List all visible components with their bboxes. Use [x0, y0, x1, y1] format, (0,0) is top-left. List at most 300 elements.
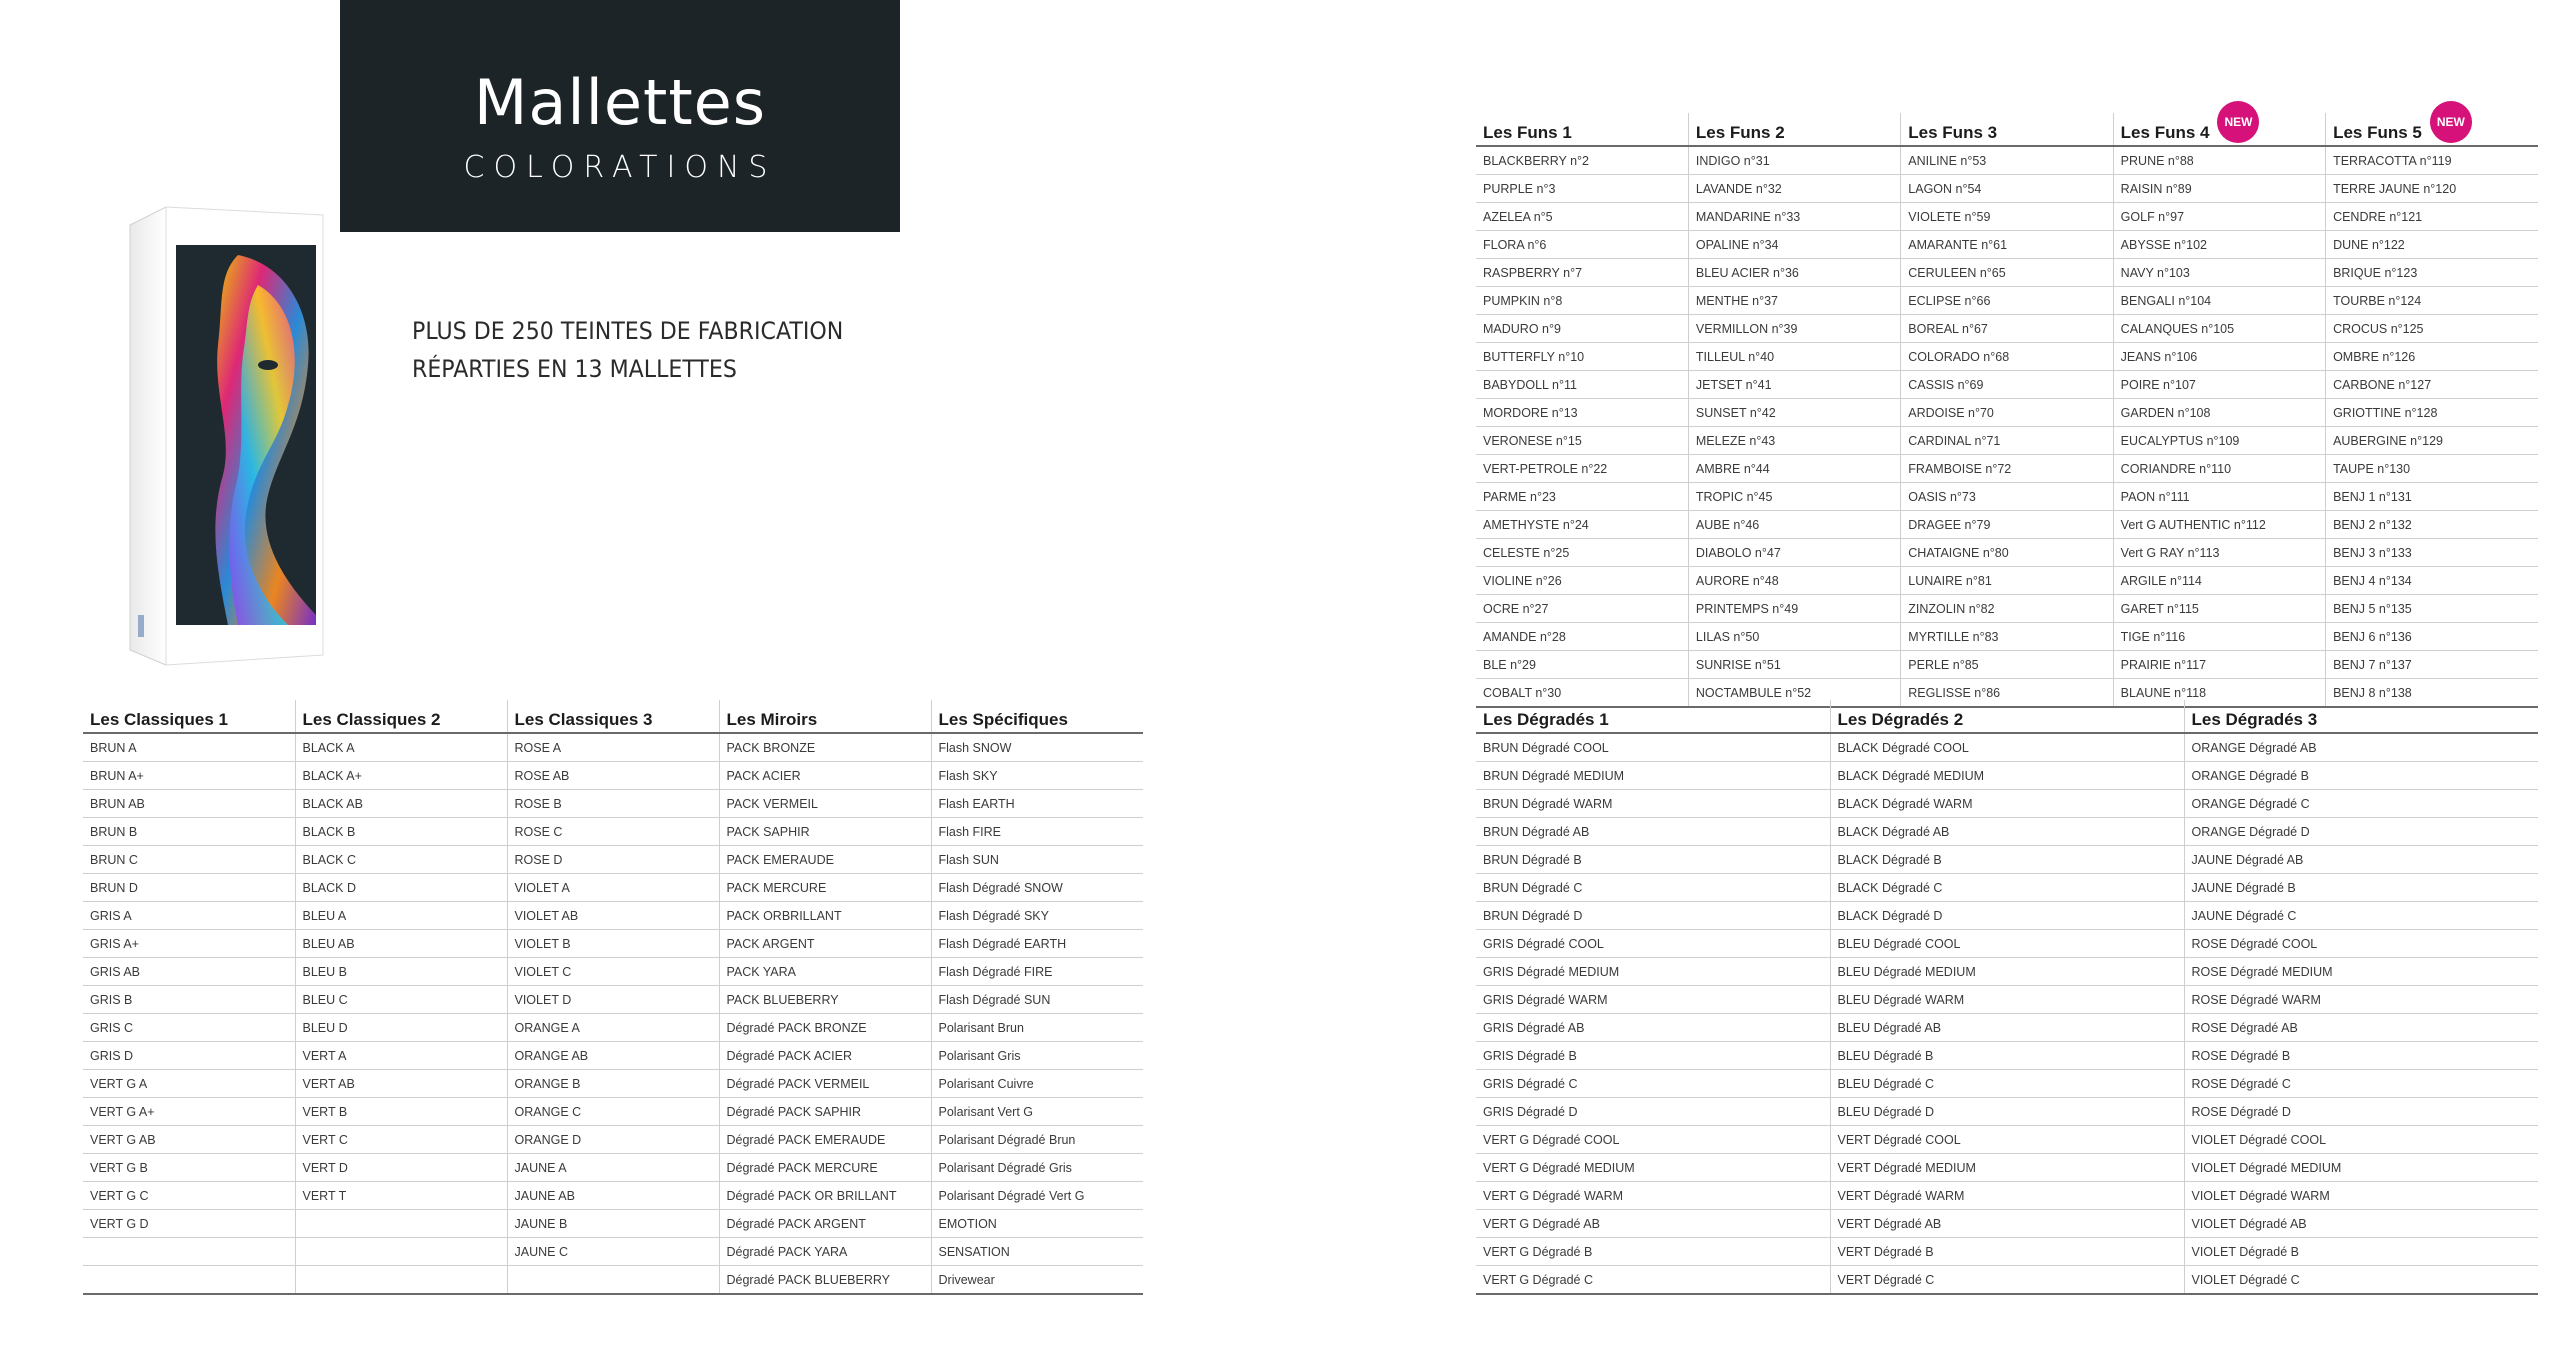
table-cell: DUNE n°122	[2326, 231, 2538, 259]
table-cell: Dégradé PACK YARA	[719, 1238, 931, 1266]
table-row	[1476, 1238, 2538, 1266]
table-cell: BLEU A	[295, 902, 507, 930]
table-cell: PUMPKIN n°8	[1476, 287, 1688, 315]
table-cell: Polarisant Dégradé Gris	[931, 1154, 1143, 1182]
table-cell: DRAGEE n°79	[1901, 511, 2113, 539]
table-cell: VIOLET B	[507, 930, 719, 958]
table-cell: ORANGE A	[507, 1014, 719, 1042]
table-cell: EUCALYPTUS n°109	[2113, 427, 2325, 455]
table-row	[1476, 203, 2538, 231]
table-cell: ROSE Dégradé WARM	[2184, 986, 2538, 1014]
table-cell: ROSE Dégradé AB	[2184, 1014, 2538, 1042]
table-cell: VERT Dégradé C	[1830, 1266, 2184, 1295]
table-cell: ROSE B	[507, 790, 719, 818]
table-row	[1476, 567, 2538, 595]
table-cell	[295, 1266, 507, 1295]
table-cell: BENJ 4 n°134	[2326, 567, 2538, 595]
header-banner	[340, 0, 900, 232]
table-cell: VERT D	[295, 1154, 507, 1182]
table-cell: VERT G A+	[83, 1098, 295, 1126]
table-cell: Dégradé PACK EMERAUDE	[719, 1126, 931, 1154]
table-row	[1476, 762, 2538, 790]
table-row	[1476, 511, 2538, 539]
table-cell: LILAS n°50	[1688, 623, 1900, 651]
table-row	[1476, 790, 2538, 818]
funs-column-header	[1901, 113, 2113, 146]
table-row	[1476, 1266, 2538, 1295]
table-cell: BLACK B	[295, 818, 507, 846]
table-cell: MADURO n°9	[1476, 315, 1688, 343]
table-cell: INDIGO n°31	[1688, 146, 1900, 175]
funs-table-panel	[1476, 113, 2538, 708]
classiques-column-header-label: Les Spécifiques	[938, 710, 1068, 729]
table-cell: PRAIRIE n°117	[2113, 651, 2325, 679]
table-cell: AMETHYSTE n°24	[1476, 511, 1688, 539]
table-cell: VERT G Dégradé MEDIUM	[1476, 1154, 1830, 1182]
table-cell: ARGILE n°114	[2113, 567, 2325, 595]
table-row	[1476, 455, 2538, 483]
table-cell: BLEU Dégradé COOL	[1830, 930, 2184, 958]
table-row	[1476, 1014, 2538, 1042]
table-cell: BRUN Dégradé AB	[1476, 818, 1830, 846]
table-cell: BLACK AB	[295, 790, 507, 818]
table-cell: BLEU Dégradé B	[1830, 1042, 2184, 1070]
table-cell: BLEU D	[295, 1014, 507, 1042]
page-title: Mallettes	[473, 66, 767, 139]
degrades-table	[1476, 700, 2538, 1295]
table-cell: PACK EMERAUDE	[719, 846, 931, 874]
table-cell: VERT B	[295, 1098, 507, 1126]
table-cell: AMBRE n°44	[1688, 455, 1900, 483]
table-cell: ORANGE Dégradé C	[2184, 790, 2538, 818]
table-cell: OCRE n°27	[1476, 595, 1688, 623]
table-cell: PACK VERMEIL	[719, 790, 931, 818]
table-cell: OASIS n°73	[1901, 483, 2113, 511]
table-cell: VERT G A	[83, 1070, 295, 1098]
table-cell: Polarisant Dégradé Brun	[931, 1126, 1143, 1154]
table-cell: CHATAIGNE n°80	[1901, 539, 2113, 567]
table-row	[1476, 539, 2538, 567]
table-cell: ORANGE Dégradé D	[2184, 818, 2538, 846]
table-row	[1476, 1182, 2538, 1210]
table-cell: BLEU Dégradé AB	[1830, 1014, 2184, 1042]
table-cell: BRIQUE n°123	[2326, 259, 2538, 287]
table-cell: EMOTION	[931, 1210, 1143, 1238]
table-cell: TIGE n°116	[2113, 623, 2325, 651]
table-row	[1476, 399, 2538, 427]
table-cell: BLEU AB	[295, 930, 507, 958]
table-cell: ROSE Dégradé MEDIUM	[2184, 958, 2538, 986]
table-cell: BENGALI n°104	[2113, 287, 2325, 315]
table-cell: BLACKBERRY n°2	[1476, 146, 1688, 175]
table-cell: ROSE Dégradé B	[2184, 1042, 2538, 1070]
table-cell: SENSATION	[931, 1238, 1143, 1266]
table-cell: ORANGE D	[507, 1126, 719, 1154]
table-row	[83, 1182, 1143, 1210]
table-cell: ORANGE Dégradé B	[2184, 762, 2538, 790]
table-cell: VERMILLON n°39	[1688, 315, 1900, 343]
table-cell: VIOLET AB	[507, 902, 719, 930]
table-row	[83, 930, 1143, 958]
classiques-column-header	[719, 700, 931, 733]
table-row	[1476, 733, 2538, 762]
table-cell: PAON n°111	[2113, 483, 2325, 511]
table-cell: BENJ 1 n°131	[2326, 483, 2538, 511]
table-cell: Polarisant Gris	[931, 1042, 1143, 1070]
table-cell: Drivewear	[931, 1266, 1143, 1295]
table-cell: BRUN A	[83, 733, 295, 762]
table-cell: ROSE Dégradé COOL	[2184, 930, 2538, 958]
table-cell: Flash SKY	[931, 762, 1143, 790]
table-cell: BLACK D	[295, 874, 507, 902]
table-cell: Flash Dégradé SUN	[931, 986, 1143, 1014]
table-cell: VERT AB	[295, 1070, 507, 1098]
table-row	[83, 1266, 1143, 1295]
table-cell: ROSE AB	[507, 762, 719, 790]
table-row	[1476, 874, 2538, 902]
table-cell: SUNSET n°42	[1688, 399, 1900, 427]
degrades-table-panel	[1476, 700, 2538, 1295]
table-cell: LUNAIRE n°81	[1901, 567, 2113, 595]
table-cell: JAUNE Dégradé AB	[2184, 846, 2538, 874]
page-subtitle: COLORATIONS	[463, 150, 777, 185]
table-row	[83, 958, 1143, 986]
table-row	[83, 818, 1143, 846]
table-cell: VIOLINE n°26	[1476, 567, 1688, 595]
table-cell: AMARANTE n°61	[1901, 231, 2113, 259]
table-cell: BRUN C	[83, 846, 295, 874]
table-cell: BRUN AB	[83, 790, 295, 818]
table-cell: PURPLE n°3	[1476, 175, 1688, 203]
table-cell: AURORE n°48	[1688, 567, 1900, 595]
table-cell: BENJ 6 n°136	[2326, 623, 2538, 651]
table-row	[83, 1210, 1143, 1238]
table-cell: ORANGE B	[507, 1070, 719, 1098]
table-cell: CASSIS n°69	[1901, 371, 2113, 399]
table-cell: GRIS Dégradé B	[1476, 1042, 1830, 1070]
table-cell: GRIS AB	[83, 958, 295, 986]
table-cell: RASPBERRY n°7	[1476, 259, 1688, 287]
table-cell: Vert G RAY n°113	[2113, 539, 2325, 567]
table-row	[83, 1014, 1143, 1042]
table-cell: VERONESE n°15	[1476, 427, 1688, 455]
table-row	[1476, 175, 2538, 203]
tagline	[412, 312, 964, 388]
table-cell: Flash Dégradé SKY	[931, 902, 1143, 930]
table-cell: BLEU B	[295, 958, 507, 986]
classiques-column-header	[931, 700, 1143, 733]
table-row	[1476, 371, 2538, 399]
table-cell: BLACK Dégradé D	[1830, 902, 2184, 930]
table-cell: PACK ARGENT	[719, 930, 931, 958]
table-cell: CELESTE n°25	[1476, 539, 1688, 567]
table-cell: BLACK Dégradé B	[1830, 846, 2184, 874]
table-cell: VERT T	[295, 1182, 507, 1210]
degrades-column-header-label: Les Dégradés 1	[1483, 710, 1609, 729]
table-cell: Flash EARTH	[931, 790, 1143, 818]
table-cell: BLE n°29	[1476, 651, 1688, 679]
degrades-column-header	[1830, 700, 2184, 733]
table-cell: ROSE D	[507, 846, 719, 874]
table-cell: Dégradé PACK SAPHIR	[719, 1098, 931, 1126]
table-cell: VIOLETE n°59	[1901, 203, 2113, 231]
table-cell: REGLISSE n°86	[1901, 679, 2113, 708]
table-cell: BLACK Dégradé C	[1830, 874, 2184, 902]
table-cell: NAVY n°103	[2113, 259, 2325, 287]
table-cell: ORANGE AB	[507, 1042, 719, 1070]
table-cell: BLEU C	[295, 986, 507, 1014]
table-cell: ROSE C	[507, 818, 719, 846]
table-cell: PACK ACIER	[719, 762, 931, 790]
table-cell: VERT G D	[83, 1210, 295, 1238]
table-cell: BLACK Dégradé AB	[1830, 818, 2184, 846]
table-row	[83, 790, 1143, 818]
funs-column-header-label: Les Funs 3	[1908, 123, 1998, 142]
table-row	[83, 1098, 1143, 1126]
table-cell: JAUNE Dégradé C	[2184, 902, 2538, 930]
table-cell: GRIOTTINE n°128	[2326, 399, 2538, 427]
table-cell: VERT Dégradé WARM	[1830, 1182, 2184, 1210]
funs-column-header-label: Les Funs 4	[2120, 123, 2210, 142]
table-row	[1476, 315, 2538, 343]
table-cell: BENJ 7 n°137	[2326, 651, 2538, 679]
table-row	[83, 986, 1143, 1014]
table-cell: COBALT n°30	[1476, 679, 1688, 708]
table-cell: RAISIN n°89	[2113, 175, 2325, 203]
table-row	[83, 902, 1143, 930]
table-cell: VIOLET A	[507, 874, 719, 902]
table-cell: VERT G Dégradé COOL	[1476, 1126, 1830, 1154]
table-cell: VIOLET Dégradé C	[2184, 1266, 2538, 1295]
table-cell: DIABOLO n°47	[1688, 539, 1900, 567]
table-cell: ROSE Dégradé C	[2184, 1070, 2538, 1098]
table-row	[1476, 930, 2538, 958]
table-cell: BLACK Dégradé MEDIUM	[1830, 762, 2184, 790]
table-cell: VIOLET Dégradé COOL	[2184, 1126, 2538, 1154]
table-cell: BRUN Dégradé COOL	[1476, 733, 1830, 762]
table-cell: GOLF n°97	[2113, 203, 2325, 231]
table-cell: FLORA n°6	[1476, 231, 1688, 259]
table-cell: BLACK A	[295, 733, 507, 762]
table-cell: Flash Dégradé EARTH	[931, 930, 1143, 958]
table-row	[83, 1042, 1143, 1070]
table-cell: PACK SAPHIR	[719, 818, 931, 846]
table-cell: VIOLET C	[507, 958, 719, 986]
table-cell: VERT G Dégradé WARM	[1476, 1182, 1830, 1210]
table-cell: Polarisant Brun	[931, 1014, 1143, 1042]
table-cell: JAUNE Dégradé B	[2184, 874, 2538, 902]
table-row	[1476, 595, 2538, 623]
table-cell: COLORADO n°68	[1901, 343, 2113, 371]
table-cell: VERT C	[295, 1126, 507, 1154]
table-cell: Dégradé PACK VERMEIL	[719, 1070, 931, 1098]
table-cell: Dégradé PACK OR BRILLANT	[719, 1182, 931, 1210]
table-cell: PRINTEMPS n°49	[1688, 595, 1900, 623]
table-row	[83, 733, 1143, 762]
table-row	[83, 1154, 1143, 1182]
table-row	[1476, 623, 2538, 651]
table-cell: BLEU Dégradé C	[1830, 1070, 2184, 1098]
table-cell: GRIS Dégradé C	[1476, 1070, 1830, 1098]
table-cell: GRIS D	[83, 1042, 295, 1070]
table-cell: GRIS A+	[83, 930, 295, 958]
classiques-table-panel	[83, 700, 1143, 1295]
table-cell: ZINZOLIN n°82	[1901, 595, 2113, 623]
table-cell: VERT A	[295, 1042, 507, 1070]
table-row	[1476, 986, 2538, 1014]
table-cell: VERT Dégradé AB	[1830, 1210, 2184, 1238]
table-cell: ECLIPSE n°66	[1901, 287, 2113, 315]
table-row	[83, 1126, 1143, 1154]
table-cell: BRUN Dégradé D	[1476, 902, 1830, 930]
table-cell: VIOLET Dégradé AB	[2184, 1210, 2538, 1238]
table-cell: MANDARINE n°33	[1688, 203, 1900, 231]
table-cell: PACK BLUEBERRY	[719, 986, 931, 1014]
new-badge: NEW	[2217, 101, 2259, 143]
table-cell: Dégradé PACK ARGENT	[719, 1210, 931, 1238]
classiques-column-header	[295, 700, 507, 733]
table-cell: MELEZE n°43	[1688, 427, 1900, 455]
table-cell: TAUPE n°130	[2326, 455, 2538, 483]
table-cell: GARET n°115	[2113, 595, 2325, 623]
table-cell: GRIS Dégradé D	[1476, 1098, 1830, 1126]
table-cell: BRUN A+	[83, 762, 295, 790]
table-cell: ANILINE n°53	[1901, 146, 2113, 175]
table-cell: ORANGE C	[507, 1098, 719, 1126]
table-row	[83, 846, 1143, 874]
table-cell: AZELEA n°5	[1476, 203, 1688, 231]
table-cell: BENJ 2 n°132	[2326, 511, 2538, 539]
table-cell: BLAUNE n°118	[2113, 679, 2325, 708]
table-cell: PRUNE n°88	[2113, 146, 2325, 175]
table-cell: CERULEEN n°65	[1901, 259, 2113, 287]
table-cell: VERT G Dégradé AB	[1476, 1210, 1830, 1238]
classiques-column-header-label: Les Classiques 3	[514, 710, 653, 729]
table-cell: TERRE JAUNE n°120	[2326, 175, 2538, 203]
funs-column-header	[1688, 113, 1900, 146]
table-row	[83, 1070, 1143, 1098]
table-row	[1476, 651, 2538, 679]
classiques-column-header	[83, 700, 295, 733]
table-cell: LAVANDE n°32	[1688, 175, 1900, 203]
table-cell: BRUN B	[83, 818, 295, 846]
table-row	[1476, 343, 2538, 371]
table-cell: GRIS Dégradé WARM	[1476, 986, 1830, 1014]
table-cell: BRUN Dégradé WARM	[1476, 790, 1830, 818]
table-cell: SUNRISE n°51	[1688, 651, 1900, 679]
table-cell: VIOLET D	[507, 986, 719, 1014]
table-cell: BRUN Dégradé MEDIUM	[1476, 762, 1830, 790]
table-cell: GRIS C	[83, 1014, 295, 1042]
table-cell: PACK MERCURE	[719, 874, 931, 902]
table-cell: JEANS n°106	[2113, 343, 2325, 371]
funs-column-header-label: Les Funs 2	[1695, 123, 1785, 142]
table-cell: ABYSSE n°102	[2113, 231, 2325, 259]
table-cell: CROCUS n°125	[2326, 315, 2538, 343]
table-cell: CARDINAL n°71	[1901, 427, 2113, 455]
table-cell: GRIS B	[83, 986, 295, 1014]
table-cell: Dégradé PACK BLUEBERRY	[719, 1266, 931, 1295]
funs-column-header	[2113, 113, 2325, 146]
table-cell	[295, 1238, 507, 1266]
table-cell: BUTTERFLY n°10	[1476, 343, 1688, 371]
table-row	[1476, 1154, 2538, 1182]
table-cell: GRIS A	[83, 902, 295, 930]
table-cell: CENDRE n°121	[2326, 203, 2538, 231]
table-cell: NOCTAMBULE n°52	[1688, 679, 1900, 708]
table-cell: LAGON n°54	[1901, 175, 2113, 203]
degrades-column-header	[2184, 700, 2538, 733]
table-cell: BRUN Dégradé C	[1476, 874, 1830, 902]
table-cell: TOURBE n°124	[2326, 287, 2538, 315]
table-cell: BENJ 5 n°135	[2326, 595, 2538, 623]
table-cell: GRIS Dégradé COOL	[1476, 930, 1830, 958]
funs-column-header	[1476, 113, 1688, 146]
table-cell	[83, 1238, 295, 1266]
classiques-column-header	[507, 700, 719, 733]
table-cell: ARDOISE n°70	[1901, 399, 2113, 427]
funs-table	[1476, 113, 2538, 708]
table-cell: GARDEN n°108	[2113, 399, 2325, 427]
table-cell: VERT Dégradé MEDIUM	[1830, 1154, 2184, 1182]
table-cell: ROSE A	[507, 733, 719, 762]
table-cell: VERT G C	[83, 1182, 295, 1210]
table-cell: JETSET n°41	[1688, 371, 1900, 399]
table-cell: VERT-PETROLE n°22	[1476, 455, 1688, 483]
table-cell: Dégradé PACK ACIER	[719, 1042, 931, 1070]
table-cell: BRUN D	[83, 874, 295, 902]
table-cell: BLACK A+	[295, 762, 507, 790]
table-row	[1476, 231, 2538, 259]
table-cell: Dégradé PACK BRONZE	[719, 1014, 931, 1042]
table-cell: TERRACOTTA n°119	[2326, 146, 2538, 175]
table-cell: GRIS Dégradé AB	[1476, 1014, 1830, 1042]
table-cell: BENJ 8 n°138	[2326, 679, 2538, 708]
degrades-column-header	[1476, 700, 1830, 733]
table-row	[83, 874, 1143, 902]
tagline-line-2: RÉPARTIES EN 13 MALLETTES	[412, 355, 737, 383]
table-cell: VERT G Dégradé B	[1476, 1238, 1830, 1266]
table-cell: BRUN Dégradé B	[1476, 846, 1830, 874]
table-row	[1476, 427, 2538, 455]
table-cell: BLEU Dégradé MEDIUM	[1830, 958, 2184, 986]
table-cell: BLACK Dégradé WARM	[1830, 790, 2184, 818]
table-cell: JAUNE A	[507, 1154, 719, 1182]
table-cell	[295, 1210, 507, 1238]
table-cell: BLACK C	[295, 846, 507, 874]
funs-column-header	[2326, 113, 2538, 146]
tagline-line-1: PLUS DE 250 TEINTES DE FABRICATION	[412, 317, 844, 345]
table-cell: POIRE n°107	[2113, 371, 2325, 399]
table-cell: Polarisant Cuivre	[931, 1070, 1143, 1098]
table-cell: Flash FIRE	[931, 818, 1143, 846]
table-cell: BOREAL n°67	[1901, 315, 2113, 343]
table-cell: ROSE Dégradé D	[2184, 1098, 2538, 1126]
degrades-column-header-label: Les Dégradés 3	[2191, 710, 2318, 729]
product-case-image	[118, 195, 348, 670]
table-cell: CORIANDRE n°110	[2113, 455, 2325, 483]
table-cell: Flash Dégradé SNOW	[931, 874, 1143, 902]
table-row	[1476, 1042, 2538, 1070]
table-cell	[507, 1266, 719, 1295]
table-row	[1476, 958, 2538, 986]
table-cell: VIOLET Dégradé WARM	[2184, 1182, 2538, 1210]
table-cell: Polarisant Dégradé Vert G	[931, 1182, 1143, 1210]
table-cell: MYRTILLE n°83	[1901, 623, 2113, 651]
table-cell: JAUNE AB	[507, 1182, 719, 1210]
table-cell: PARME n°23	[1476, 483, 1688, 511]
table-cell: FRAMBOISE n°72	[1901, 455, 2113, 483]
